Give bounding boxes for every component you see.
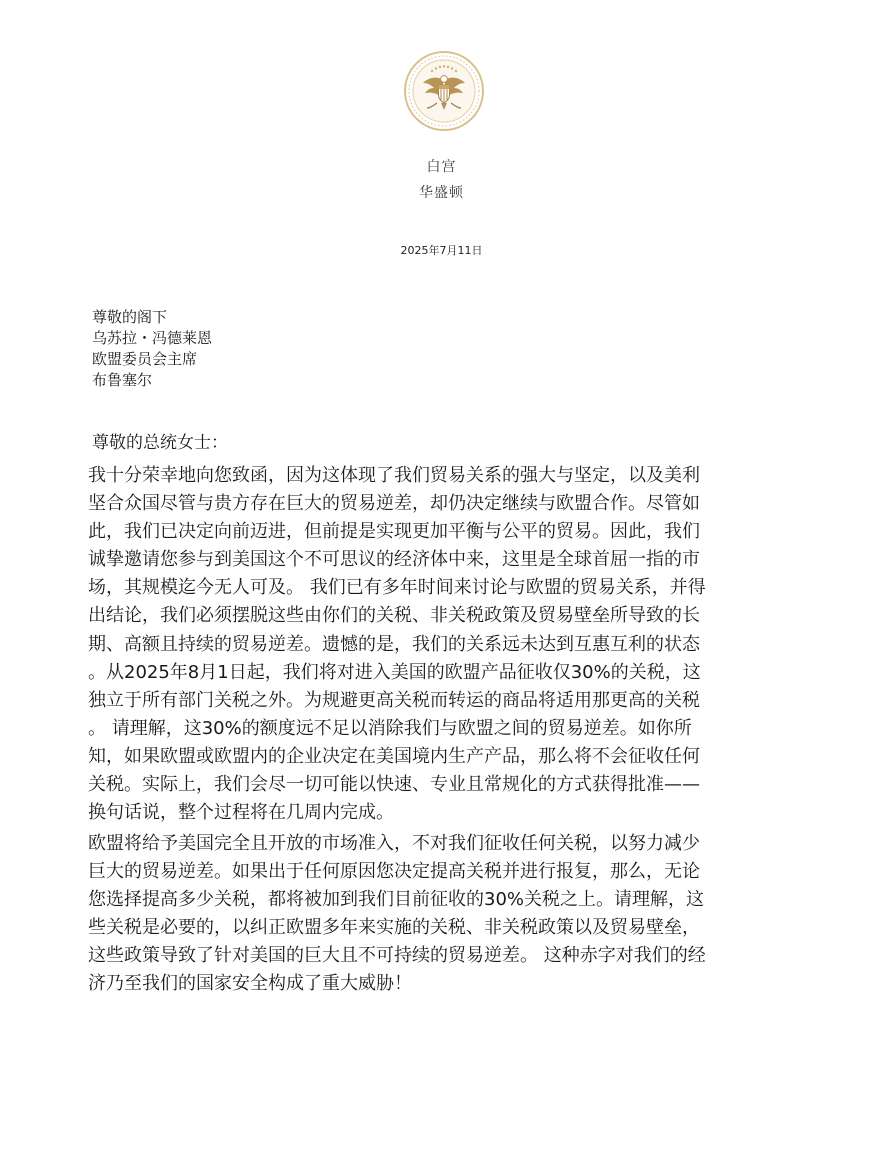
paragraph-line: 您选择提高多少关税，都将被加到我们目前征收的30%关税之上。请理解，这 [88, 889, 705, 911]
paragraph-line: 诚挚邀请您参与到美国这个不可思议的经济体中来，这里是全球首屈一指的市 [88, 549, 700, 571]
paragraph-line: 独立于所有部门关税之外。为规避更高关税而转运的商品将适用那更高的关税 [88, 689, 700, 711]
paragraph-line: 。从2025年8月1日起，我们将对进入美国的欧盟产品征收仅30%的关税，这 [88, 661, 701, 683]
letterhead-city: 华盛顿 [419, 185, 464, 201]
address-line: 乌苏拉・冯德莱恩 [92, 329, 213, 347]
recipient-address [92, 307, 212, 391]
paragraph-line: 些关税是必要的，以纠正欧盟多年来实施的关税、非关税政策以及贸易壁垒， [88, 917, 700, 939]
paragraph-line: 知，如果欧盟或欧盟内的企业决定在美国境内生产产品，那么将不会征收任何 [88, 745, 700, 767]
paragraph-line: 换句话说，整个过程将在几周内完成。 [88, 802, 394, 824]
paragraph-line: 关税。实际上，我们会尽一切可能以快速、专业且常规化的方式获得批准—— [88, 774, 700, 796]
paragraph-line: 出结论，我们必须摆脱这些由你们的关税、非关税政策及贸易壁垒所导致的长 [88, 605, 700, 627]
paragraph-line: 这些政策导致了针对美国的巨大且不可持续的贸易逆差。 这种赤字对我们的经 [88, 945, 706, 967]
paragraph-line: 欧盟将给予美国完全且开放的市场准入，不对我们征收任何关税，以努力减少 [88, 833, 700, 854]
letterhead-org: 白宫 [426, 159, 457, 175]
paragraph-line: 坚合众国尽管与贵方存在巨大的贸易逆差，却仍决定继续与欧盟合作。尽管如 [88, 493, 700, 515]
paragraph-line: 期、高额且持续的贸易逆差。遗憾的是，我们的关系远未达到互惠互利的状态 [88, 633, 700, 655]
paragraph-line: 我十分荣幸地向您致函，因为这体现了我们贸易关系的强大与坚定，以及美利 [88, 465, 700, 486]
paragraph-line: 此，我们已决定向前迈进，但前提是实现更加平衡与公平的贸易。因此，我们 [88, 521, 700, 543]
letter-date: 2025年7月11日 [400, 244, 483, 257]
presidential-seal-icon [403, 50, 485, 132]
address-line: 尊敬的阁下 [92, 308, 168, 326]
address-line: 布鲁塞尔 [92, 371, 153, 389]
body-paragraph-1 [88, 462, 810, 827]
address-line: 欧盟委员会主席 [92, 350, 198, 368]
paragraph-line: 场，其规模迄今无人可及。 我们已有多年时间来讨论与欧盟的贸易关系，并得 [88, 577, 706, 599]
paragraph-line: 济乃至我们的国家安全构成了重大威胁！ [88, 973, 412, 995]
salutation: 尊敬的总统女士： [92, 433, 228, 453]
paragraph-line: 。 请理解，这30%的额度远不足以消除我们与欧盟之间的贸易逆差。如你所 [88, 717, 692, 739]
body-paragraph-2 [88, 830, 810, 999]
paragraph-line: 巨大的贸易逆差。如果出于任何原因您决定提高关税并进行报复，那么，无论 [88, 861, 700, 883]
